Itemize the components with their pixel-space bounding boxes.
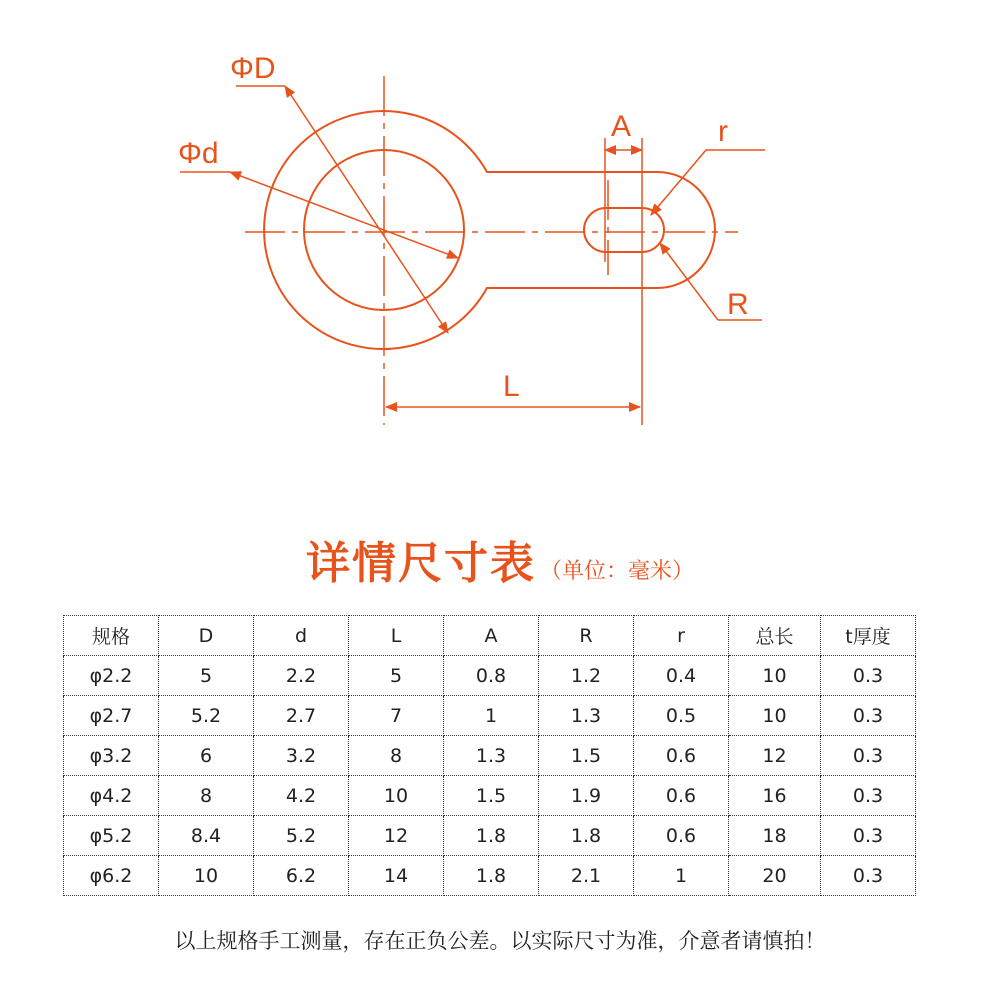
cell-D: 6 xyxy=(159,736,254,776)
small-radius-leader xyxy=(651,150,706,215)
header-A: A xyxy=(444,616,539,656)
cell-thickness: 0.3 xyxy=(821,656,916,696)
header-R: R xyxy=(539,616,634,656)
outer-diameter-dimension xyxy=(285,86,448,333)
unit-note: （单位：毫米） xyxy=(539,559,694,584)
cell-A: 1.8 xyxy=(444,816,539,856)
cell-d: 6.2 xyxy=(254,856,349,896)
table-row xyxy=(64,736,916,776)
cell-total-length: 12 xyxy=(729,736,821,776)
cell-L: 10 xyxy=(349,776,444,816)
cell-spec: φ2.7 xyxy=(64,696,159,736)
header-total-length: 总长 xyxy=(729,616,821,656)
cell-R: 2.1 xyxy=(539,856,634,896)
cell-spec: φ2.2 xyxy=(64,656,159,696)
table-row xyxy=(64,656,916,696)
cell-R: 1.3 xyxy=(539,696,634,736)
label-length: L xyxy=(503,370,520,403)
table-body xyxy=(64,656,916,896)
dimension-table xyxy=(63,615,916,896)
cell-spec: φ3.2 xyxy=(64,736,159,776)
cell-d: 2.2 xyxy=(254,656,349,696)
cell-r: 1 xyxy=(634,856,729,896)
label-slot-width: A xyxy=(611,110,632,143)
cell-r: 0.6 xyxy=(634,816,729,856)
cell-D: 10 xyxy=(159,856,254,896)
label-small-radius: r xyxy=(718,115,728,148)
label-large-radius: R xyxy=(727,288,749,321)
label-outer-diameter: ΦD xyxy=(230,52,276,85)
disclaimer-note: 以上规格手工测量，存在正负公差。以实际尺寸为准，介意者请慎拍！ xyxy=(174,929,826,953)
cell-total-length: 10 xyxy=(729,656,821,696)
cell-L: 14 xyxy=(349,856,444,896)
header-L: L xyxy=(349,616,444,656)
cell-r: 0.5 xyxy=(634,696,729,736)
header-D: D xyxy=(159,616,254,656)
cell-thickness: 0.3 xyxy=(821,736,916,776)
table-row xyxy=(64,816,916,856)
cell-D: 5 xyxy=(159,656,254,696)
cell-L: 7 xyxy=(349,696,444,736)
table-row xyxy=(64,856,916,896)
header-r: r xyxy=(634,616,729,656)
label-inner-diameter: Φd xyxy=(178,137,219,170)
table-row xyxy=(64,696,916,736)
cell-d: 3.2 xyxy=(254,736,349,776)
table-header-row xyxy=(64,616,916,656)
cell-L: 5 xyxy=(349,656,444,696)
cell-A: 1 xyxy=(444,696,539,736)
cell-spec: φ5.2 xyxy=(64,816,159,856)
cell-D: 8 xyxy=(159,776,254,816)
cell-spec: φ6.2 xyxy=(64,856,159,896)
cell-r: 0.4 xyxy=(634,656,729,696)
cell-r: 0.6 xyxy=(634,776,729,816)
cell-L: 12 xyxy=(349,816,444,856)
cell-thickness: 0.3 xyxy=(821,776,916,816)
cell-R: 1.8 xyxy=(539,816,634,856)
cell-L: 8 xyxy=(349,736,444,776)
cell-R: 1.2 xyxy=(539,656,634,696)
header-spec: 规格 xyxy=(64,616,159,656)
cell-A: 0.8 xyxy=(444,656,539,696)
cell-R: 1.5 xyxy=(539,736,634,776)
cell-d: 5.2 xyxy=(254,816,349,856)
cell-total-length: 20 xyxy=(729,856,821,896)
cell-total-length: 16 xyxy=(729,776,821,816)
cell-d: 4.2 xyxy=(254,776,349,816)
cell-total-length: 18 xyxy=(729,816,821,856)
header-d: d xyxy=(254,616,349,656)
table-row xyxy=(64,776,916,816)
title-block xyxy=(0,527,1000,591)
cell-spec: φ4.2 xyxy=(64,776,159,816)
terminal-dimension-diagram xyxy=(0,0,1000,470)
cell-r: 0.6 xyxy=(634,736,729,776)
cell-D: 8.4 xyxy=(159,816,254,856)
cell-A: 1.5 xyxy=(444,776,539,816)
cell-thickness: 0.3 xyxy=(821,856,916,896)
cell-R: 1.9 xyxy=(539,776,634,816)
cell-A: 1.8 xyxy=(444,856,539,896)
cell-thickness: 0.3 xyxy=(821,696,916,736)
cell-thickness: 0.3 xyxy=(821,816,916,856)
cell-d: 2.7 xyxy=(254,696,349,736)
page-title: 详情尺寸表 xyxy=(305,538,536,589)
terminal-outline xyxy=(264,111,715,349)
cell-A: 1.3 xyxy=(444,736,539,776)
header-thickness: t厚度 xyxy=(821,616,916,656)
cell-D: 5.2 xyxy=(159,696,254,736)
cell-total-length: 10 xyxy=(729,696,821,736)
